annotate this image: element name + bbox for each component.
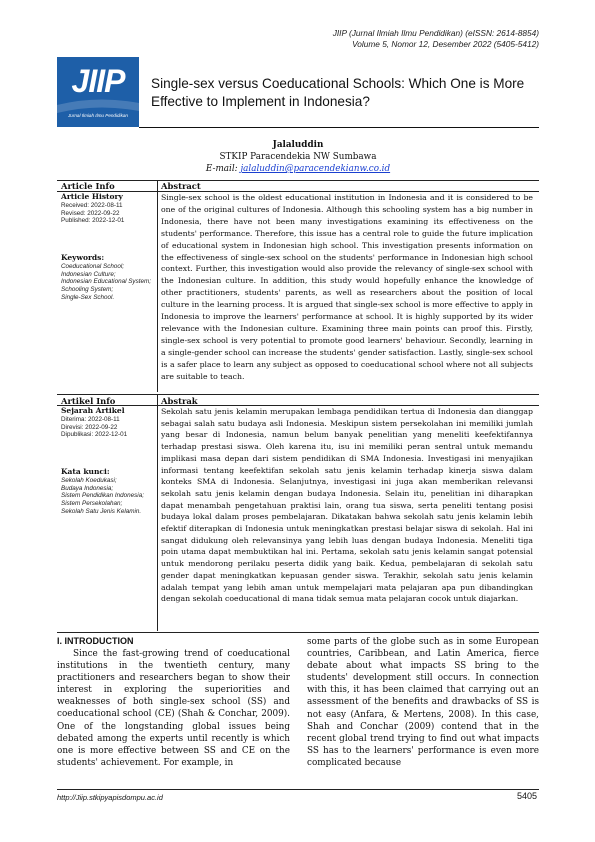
- artikel-info-heading: Artikel Info: [61, 396, 116, 406]
- keyword: Budaya Indonesia;: [61, 484, 114, 492]
- article-history: [61, 193, 155, 225]
- keyword: Sistem Pendidikan Indonesia;: [61, 492, 144, 500]
- article-title: Single-sex versus Coeducational Schools: Which One is More Effective to Implement in Indonesia?: [151, 76, 525, 109]
- kata-kunci-heading: Kata kunci:: [61, 467, 110, 476]
- keyword: Sekolah Satu Jenis Kelamin.: [61, 507, 142, 515]
- direvisi-date: Direvisi: 2022-09-22: [61, 423, 118, 431]
- section-heading: I. INTRODUCTION: [57, 636, 134, 646]
- journal-url[interactable]: http://Jiip.stkipyapisdompu.ac.id: [57, 793, 163, 802]
- intro-paragraph: Since the fast-growing trend of coeducational institutions in the twentieth century, many practitioners and researchers began to show their interest in exploring the superiorities and weaknesses of both single-sex school (SS) and coeducational school (CE) (Shah & Conchar, 2009). One of the longstanding global issues being debated among the experts until recently is which one is more effective between SS and CE on the students' achievement. For example, in: [57, 649, 290, 768]
- keyword: Single-Sex School.: [61, 293, 115, 301]
- keyword: Sistem Persekolahan;: [61, 500, 123, 508]
- kata-kunci-block: [61, 468, 155, 516]
- intro-left-column: [57, 648, 290, 769]
- journal-logo: [57, 57, 139, 127]
- abstrak-heading: Abstrak: [161, 396, 198, 406]
- history-heading: Article History: [61, 192, 123, 201]
- column-divider: [157, 180, 158, 392]
- keywords-block: [61, 254, 155, 302]
- keywords-heading: Keywords:: [61, 253, 105, 262]
- published-date: Published: 2022-12-01: [61, 217, 125, 225]
- keyword: Sekolah Koedukasi;: [61, 476, 117, 484]
- keyword: Schooling System;: [61, 286, 114, 294]
- author-email[interactable]: jalaluddin@paracendekianw.co.id: [240, 164, 391, 174]
- journal-line: JIIP (Jurnal Ilmiah Ilmu Pendidikan) (eISSN: 2614-8854): [332, 28, 539, 38]
- running-header: [333, 28, 539, 50]
- dipublikasi-date: Dipublikasi: 2022-12-01: [61, 431, 128, 439]
- intro-right-column: [307, 636, 539, 769]
- email-label: E-mail:: [205, 164, 238, 174]
- revised-date: Revised: 2022-09-22: [61, 209, 120, 217]
- article-info-heading: Article Info: [61, 181, 115, 191]
- author-name: Jalaluddin: [272, 140, 324, 150]
- logo-subtitle: Jurnal Ilmiah Ilmu Pendidikan: [67, 113, 128, 118]
- keyword: Indonesian Culture;: [61, 270, 116, 278]
- received-date: Received: 2022-08-11: [61, 201, 123, 209]
- footer-rule: [57, 789, 539, 790]
- keyword: Indonesian Educational System;: [61, 278, 151, 286]
- page-number: 5405: [516, 791, 537, 801]
- divider: [57, 632, 539, 633]
- volume-line: Volume 5, Nomor 12, Desember 2022 (5405-5412): [352, 39, 539, 49]
- diterima-date: Diterima: 2022-08-11: [61, 415, 120, 423]
- sejarah-artikel: [61, 407, 155, 439]
- logo-text: JIIP: [71, 63, 125, 99]
- author-affiliation: STKIP Paracendekia NW Sumbawa: [219, 152, 377, 162]
- author-email-line: [57, 163, 539, 175]
- abstract-heading: Abstract: [161, 181, 201, 191]
- sejarah-heading: Sejarah Artikel: [61, 406, 125, 415]
- abstrak-text: Sekolah satu jenis kelamin merupakan lembaga pendidikan tertua di Indonesia dan dianggap sebagai salah satu budaya asli Indonesia. Meskipun sistem persekolahan ini memiliki jumlah yang besar di Indonesia, namun belum banyak penelitian yang meneliti keefektifannya terhadap prestasi siswa. Oleh karena itu, isu ini memiliki peran sentral untuk memandu implikasi masa depan dari sistem pendidikan di SMA Indonesia. Investigasi ini menyajikan informasi tentang keefektifan sekolah satu jenis kelamin terhadap kinerja siswa dalam konteks SMA di Indonesia. Selanjutnya, investigasi ini juga akan memberikan relevansi sekolah satu jenis kelamin dengan budaya Indonesia. Selain itu, penelitian ini diharapkan dapat menambah pengetahuan praktisi lain, orang tua siswa, serta peneliti tentang posisi budaya lokal dalam proses pembelajaran. Dikatakan bahwa sekolah satu jenis kelamin lebih efektif diterapkan di Indonesia untuk meningkatkan prestasi belajar siswa di sekolah. Hal ini sangat didukung oleh relevansinya yang lebih luas dengan budaya Indonesia. Meneliti tiga poin utama dapat membuktikan hal ini. Pertama, sekolah satu jenis kelamin sangat potensial untuk mendorong perilaku peserta didik yang baik. Kedua, pembelajaran di sekolah satu gender dapat meningkatkan kepuasan gender siswa. Terakhir, sekolah satu jenis kelamin adalah tempat yang lebih aman untuk mempelajari mata pelajaran apa pun dibandingkan dengan sekolah coeducational di mana tidak semua mata pelajaran cocok untuk diajarkan.: [161, 407, 533, 604]
- column-divider: [157, 394, 158, 631]
- title-box: [139, 57, 539, 128]
- keyword: Coeducational School;: [61, 262, 125, 270]
- abstract-text: Single-sex school is the oldest educational institution in Indonesia and it is considered to be one of the original cultures of Indonesia. Although this schooling system has a big number in Indonesia, there have not been many investigations examining its effectiveness on the students' performance. Therefore, this issue has a central role to guide the future implication of educational system in Indonesian high school. This investigation presents information on the effectiveness of single-sex school on the students' performance in Indonesian high school context. Further, this investigation would also provide the relevancy of single-sex school with the Indonesian culture. In addition, this study would hopefully enhance the knowledge of other practitioners, students' parents, as well as researchers about the position of local culture in the learning process. It is argued that single-sex school is more effective to apply in Indonesia to improve the learners' performance at school. It is highly supported by its wider relevance with the Indonesian culture. Examining three main points can proof this. Firstly, single-sex school is very potential to promote good learners' behaviour. Secondly, learning in a single-gender school can increase the students' gender satisfaction. Lastly, single-sex school is a safer place to learn any subject as opposed to coeducational school where not all subjects are suitable to teach.: [161, 193, 533, 381]
- intro-paragraph: some parts of the globe such as in some European countries, Caribbean, and Latin America, fierce debate about what impacts SS bring to the students' development still occurs. In connection with this, it has been claimed that carrying out an assessment of the benefits and drawbacks of SS is not easy (Anfara, & Mertens, 2008). In this case, Shah and Conchar (2009) contend that in the recent global trend trying to find out what impacts SS has to the learners' performance is even more complicated because: [307, 637, 539, 768]
- divider: [57, 394, 539, 395]
- divider: [57, 180, 539, 181]
